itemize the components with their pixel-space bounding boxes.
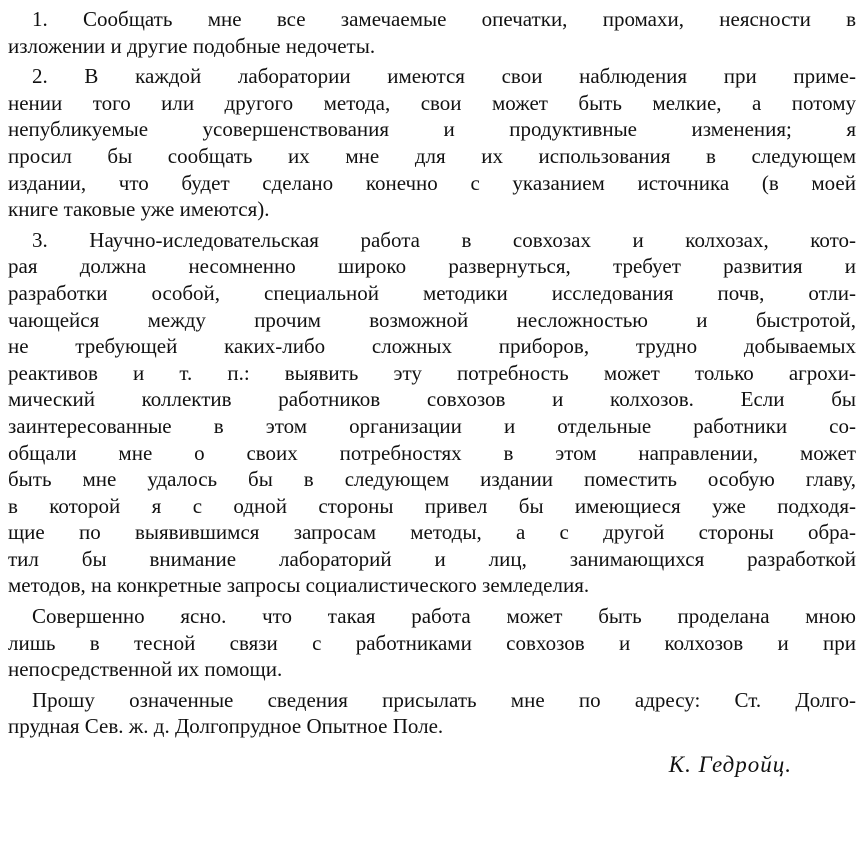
- text-line: изложении и другие подобные недочеты.: [8, 33, 376, 58]
- text-line: щие по выявившимся запросам методы, а с другой стороны обра-: [8, 520, 856, 545]
- text-line: методов, на конкретные запросы социалистического земледелия.: [8, 573, 590, 598]
- paragraph-5: [8, 687, 856, 740]
- text-line: Совершенно ясно. что такая работа может быть проделана мною: [32, 604, 856, 629]
- text-line: книге таковые уже имеются).: [8, 197, 270, 222]
- text-line: заинтересованные в этом организации и отдельные работники со-: [8, 413, 856, 438]
- text-line: реактивов и т. п.: выявить эту потребность может только агрохи-: [8, 360, 856, 385]
- text-line: лишь в тесной связи с работниками совхозов и колхозов и при: [8, 630, 856, 655]
- text-line: нении того или другого метода, свои может быть мелкие, а потому: [8, 90, 856, 115]
- paragraph-4: [8, 603, 856, 683]
- text-line: просил бы сообщать их мне для их использования в следующем: [8, 143, 856, 168]
- paragraph-2: [8, 63, 856, 223]
- author-signature: К. Гедройц.: [668, 752, 792, 777]
- text-line: разработки особой, специальной методики исследования почв, отли-: [8, 280, 856, 305]
- text-line: общали мне о своих потребностях в этом направлении, может: [8, 440, 856, 465]
- text-line: непосредственной их помощи.: [8, 657, 283, 682]
- text-line: чающейся между прочим возможной несложностью и быстротой,: [8, 307, 856, 332]
- text-line: тил бы внимание лабораторий и лиц, занимающихся разработкой: [8, 546, 856, 571]
- document-body: [8, 6, 856, 740]
- paragraph-1: [8, 6, 856, 59]
- text-line: издании, что будет сделано конечно с указанием источника (в моей: [8, 170, 856, 195]
- text-line: 3. Научно-иследовательская работа в совхозах и колхозах, кото-: [32, 227, 856, 252]
- text-line: Прошу означенные сведения присылать мне по адресу: Ст. Долго-: [32, 687, 856, 712]
- text-line: в которой я с одной стороны привел бы имеющиеся уже подходя-: [8, 493, 856, 518]
- text-line: прудная Сев. ж. д. Долгопрудное Опытное Поле.: [8, 714, 444, 739]
- text-line: 1. Сообщать мне все замечаемые опечатки, промахи, неясности в: [32, 7, 856, 31]
- text-line: не требующей каких-либо сложных приборов, трудно добываемых: [8, 334, 856, 359]
- paragraph-3: [8, 227, 856, 599]
- text-line: быть мне удалось бы в следующем издании поместить особую главу,: [8, 467, 856, 492]
- text-line: рая должна несомненно широко развернуться, требует развития и: [8, 254, 856, 279]
- text-line: непубликуемые усовершенствования и продуктивные изменения; я: [8, 117, 856, 142]
- text-line: мический коллектив работников совхозов и колхозов. Если бы: [8, 387, 856, 412]
- text-line: 2. В каждой лаборатории имеются свои наблюдения при приме-: [32, 64, 856, 89]
